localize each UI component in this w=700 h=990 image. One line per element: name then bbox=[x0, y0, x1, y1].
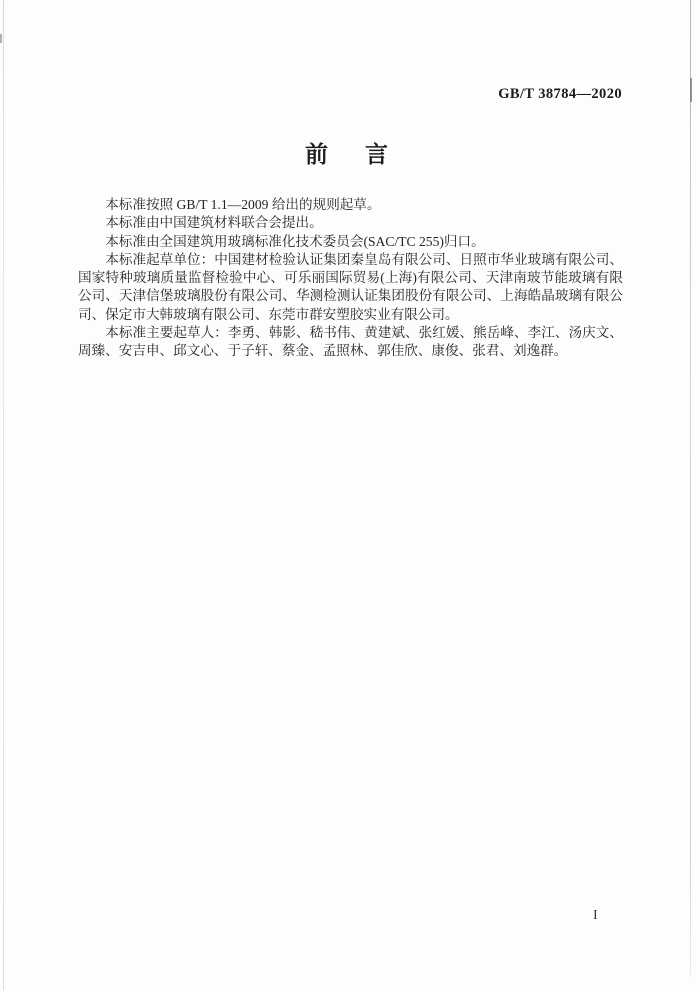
scan-speck bbox=[0, 34, 2, 43]
paragraph-drafting-organizations: 本标准起草单位：中国建材检验认证集团秦皇岛有限公司、日照市华业玻璃有限公司、国家特种玻璃质量监督检验中心、可乐丽国际贸易(上海)有限公司、天津南玻节能玻璃有限公司、天津信堡玻璃股份有限公司、华测检测认证集团股份有限公司、上海皓晶玻璃有限公司、保定市大韩玻璃有限公司、东莞市群安塑胶实业有限公司。 bbox=[78, 251, 623, 322]
paragraph-drafting-rules: 本标准按照 GB/T 1.1—2009 给出的规则起草。 bbox=[105, 197, 381, 212]
scan-edge-mark bbox=[690, 78, 692, 102]
standard-number: GB/T 38784—2020 bbox=[498, 86, 622, 102]
paragraph-main-drafters: 本标准主要起草人：李勇、韩影、嵇书伟、黄建斌、张红媛、熊岳峰、李江、汤庆文、周臻、安吉申、邱文心、于子轩、蔡金、孟照林、郭佳欣、康俊、张君、刘逸群。 bbox=[78, 325, 623, 359]
paragraph-committee: 本标准由全国建筑用玻璃标准化技术委员会(SAC/TC 255)归口。 bbox=[105, 233, 485, 249]
paragraph-proposed-by: 本标准由中国建筑材料联合会提出。 bbox=[105, 215, 323, 231]
foreword-body bbox=[78, 196, 623, 361]
page-title: 前 言 bbox=[305, 141, 395, 167]
page-number: I bbox=[593, 908, 599, 923]
